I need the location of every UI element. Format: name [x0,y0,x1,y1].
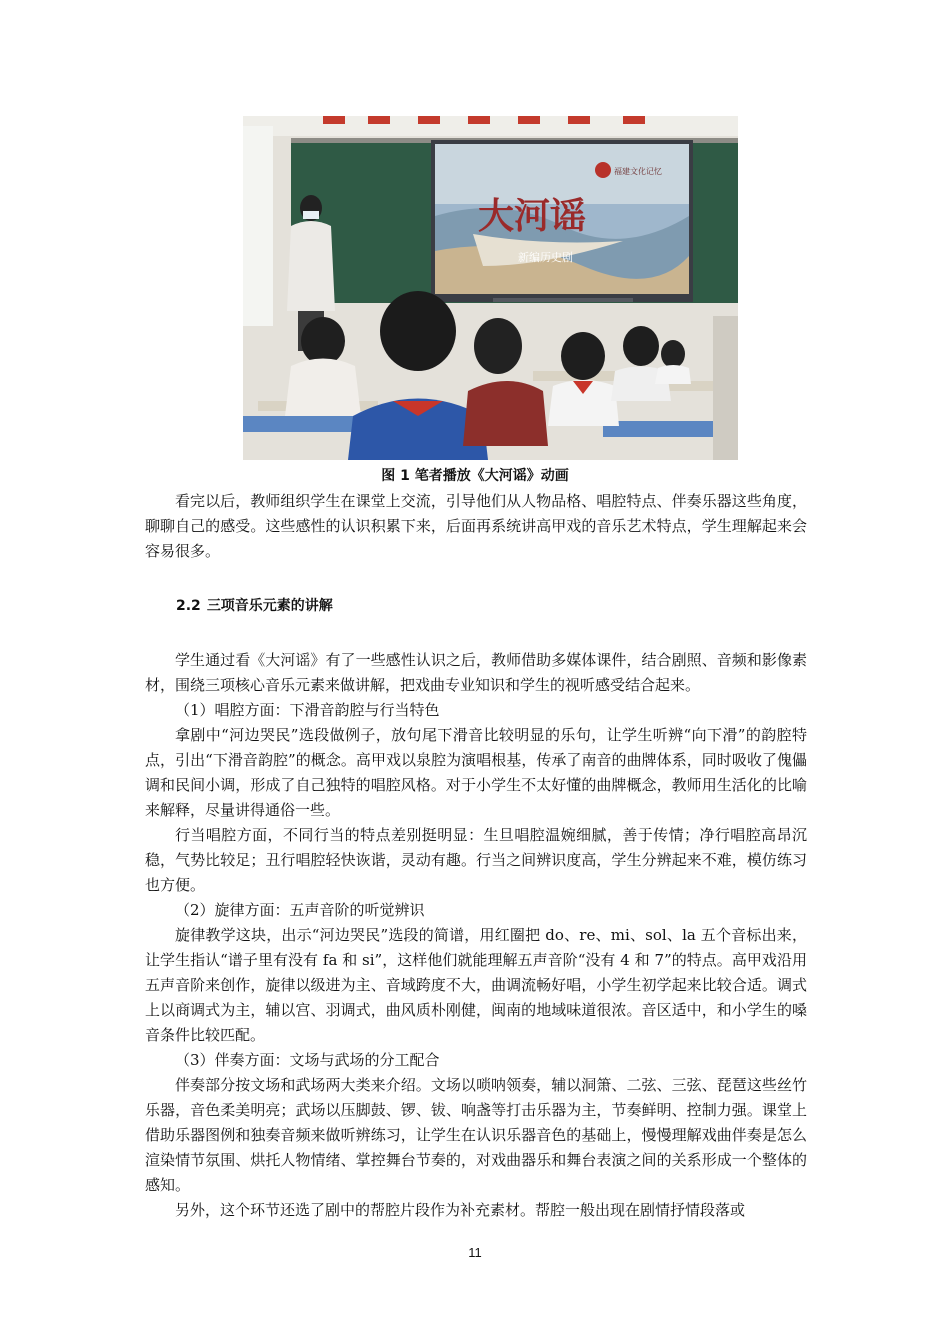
paragraph: 另外，这个环节还选了剧中的帮腔片段作为补充素材。帮腔一般出现在剧情抒情段落或 [175,1201,746,1219]
paragraph: 行当唱腔方面，不同行当的特点差别挺明显：生旦唱腔温婉细腻，善于传情；净行唱腔高昂沉稳，气势比较足；丑行唱腔轻快诙谐，灵动有趣。行当之间辨识度高，学生分辨起来不难，模仿练习也方便。 [145,826,807,894]
subheading-melody: （2）旋律方面：五声音阶的听觉辨识 [175,901,425,919]
paragraph: 伴奏部分按文场和武场两大类来介绍。文场以唢呐领奏，辅以洞箫、二弦、三弦、琵琶这些丝竹乐器，音色柔美明亮；武场以压脚鼓、锣、钹、响盏等打击乐器为主，节奏鲜明、控制力强。课堂上借助乐器图例和独奏音频来做听辨练习，让学生在认识乐器音色的基础上，慢慢理解戏曲伴奏是怎么渲染情节氛围、烘托人物情绪、掌控舞台节奏的，对戏曲器乐和舞台表演之间的关系形成一个整体的感知。 [145,1076,807,1194]
screen-subtitle: 新编历史剧 [518,251,573,264]
intro-paragraph: 看完以后，教师组织学生在课堂上交流，引导他们从人物品格、唱腔特点、伴奏乐器这些角度，聊聊自己的感受。这些感性的认识积累下来，后面再系统讲高甲戏的音乐艺术特点，学生理解起来会容易很多。 [145,492,807,560]
screen-title: 大河谣 [478,195,587,237]
page-number: 11 [468,1245,482,1260]
classroom-photo [243,116,738,460]
classroom-illustration [243,116,738,460]
intro-text [145,489,807,564]
section-title: 三项音乐元素的讲解 [206,598,333,614]
figure-caption: 图 1 笔者播放《大河谣》动画 [381,468,569,484]
subheading-accompaniment: （3）伴奏方面：文场与武场的分工配合 [175,1051,440,1069]
section-number: 2.2 [176,598,201,614]
screen-logo-text: 福建文化记忆 [614,167,662,176]
paragraph: 学生通过看《大河谣》有了一些感性认识之后，教师借助多媒体课件，结合剧照、音频和影像素材，围绕三项核心音乐元素来做讲解，把戏曲专业知识和学生的视听感受结合起来。 [145,651,807,694]
subheading-singing: （1）唱腔方面：下滑音韵腔与行当特色 [175,701,440,719]
logo-icon [595,162,611,178]
paragraph: 拿剧中“河边哭民”选段做例子，放句尾下滑音比较明显的乐句，让学生听辨“向下滑”的韵腔特点，引出“下滑音韵腔”的概念。高甲戏以泉腔为演唱根基，传承了南音的曲牌体系，同时吸收了傀儡调和民间小调，形成了自己独特的唱腔风格。对于小学生不太好懂的曲牌概念，教师用生活化的比喻来解释，尽量讲得通俗一些。 [145,726,807,819]
section-heading [176,596,333,616]
paragraph: 旋律教学这块，出示“河边哭民”选段的简谱，用红圈把 do、re、mi、sol、la 五个音标出来，让学生指认“谱子里有没有 fa 和 si”，这样他们就能理解五声音阶“没有 4 和 7”的特点。高甲戏沿用五声音阶来创作，旋律以级进为主、音域跨度不大，曲调流畅好唱，小学生初学起来比较合适。调式上以商调式为主，辅以宫、羽调式，曲风质朴刚健，闽南的地域味道很浓。音区适中，和小学生的嗓音条件比较匹配。 [145,926,807,1044]
body-text [145,648,807,1223]
